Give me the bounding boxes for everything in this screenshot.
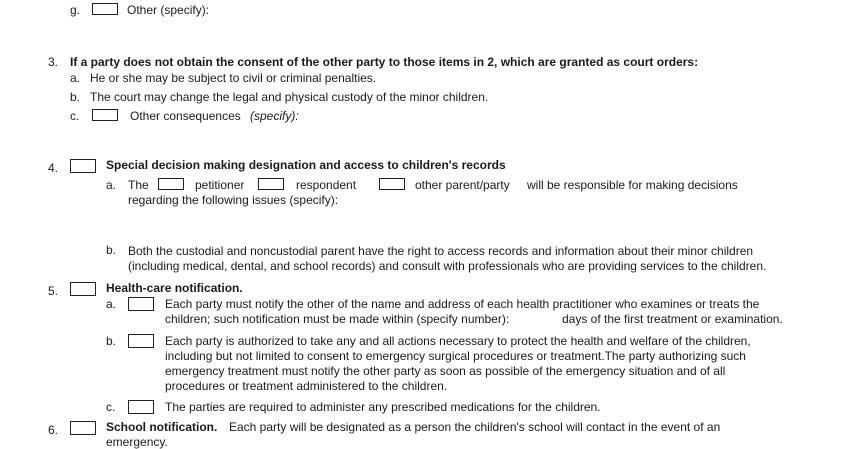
petitioner-label: petitioner — [195, 178, 245, 192]
section-3b-letter: b. — [70, 90, 81, 104]
section-5b-line1: Each party is authorized to take any and all actions necessary to protect the health and welfare of the children, — [165, 334, 751, 348]
section-3c-label: Other consequences — [130, 109, 241, 123]
other-party-checkbox[interactable] — [379, 178, 405, 190]
item-g-letter: g. — [70, 3, 81, 17]
section-5c-text: The parties are required to administer any prescribed medications for the children. — [165, 400, 601, 414]
section-5-heading: Health-care notification. — [106, 281, 243, 295]
special-decision-checkbox[interactable] — [70, 159, 96, 173]
section-4a-letter: a. — [106, 178, 117, 192]
section-4-number: 4. — [48, 161, 59, 175]
section-4-heading: Special decision making designation and access to children's records — [106, 158, 506, 172]
section-4b-line1: Both the custodial and noncustodial parent have the right to access records and information about their minor children — [128, 244, 754, 258]
school-notification-checkbox[interactable] — [70, 421, 96, 435]
section-5a-line2b: days of the first treatment or examination. — [562, 312, 783, 326]
section-5b-line3: emergency treatment must notify the other party as soon as possible of the emergency situation and of all — [165, 364, 726, 378]
other-specify-checkbox[interactable] — [92, 3, 118, 15]
section-5a-letter: a. — [106, 297, 117, 311]
section-4a-line2: regarding the following issues (specify): — [128, 193, 339, 207]
section-5b-line4: procedures or treatment administered to the children. — [165, 379, 448, 393]
section-3a-text: He or she may be subject to civil or criminal penalties. — [90, 71, 377, 85]
section-3b-text: The court may change the legal and physical custody of the minor children. — [90, 90, 489, 104]
section-3c-specify: (specify): — [250, 109, 299, 123]
other-consequences-checkbox[interactable] — [92, 109, 118, 121]
section-5-number: 5. — [48, 284, 59, 298]
petitioner-checkbox[interactable] — [158, 178, 184, 190]
respondent-label: respondent — [296, 178, 357, 192]
section-4a-the: The — [128, 178, 149, 192]
section-5b-letter: b. — [106, 334, 117, 348]
responsible-text: will be responsible for making decisions — [527, 178, 738, 192]
item-g-label: Other (specify): — [127, 3, 210, 17]
section-6-line2: emergency. — [106, 435, 168, 449]
section-3a-letter: a. — [70, 71, 81, 85]
section-3-number: 3. — [48, 55, 59, 69]
respondent-checkbox[interactable] — [258, 178, 284, 190]
section-5c-letter: c. — [106, 400, 116, 414]
section-4b-line2: (including medical, dental, and school records) and consult with professionals who are providing services to the children. — [128, 259, 767, 273]
medications-checkbox[interactable] — [128, 400, 154, 414]
section-5a-line1: Each party must notify the other of the name and address of each health practitioner who examines or treats the — [165, 297, 760, 311]
section-6-heading: School notification. — [106, 420, 218, 434]
section-5b-line2: including but not limited to consent to emergency surgical procedures or treatment.The party authorizing such — [165, 349, 746, 363]
section-6-number: 6. — [48, 423, 59, 437]
health-authorize-checkbox[interactable] — [128, 334, 154, 348]
health-notify-checkbox[interactable] — [128, 297, 154, 311]
section-3-heading: If a party does not obtain the consent of the other party to those items in 2, which are granted as court orders: — [70, 55, 699, 69]
section-4b-letter: b. — [106, 243, 117, 257]
health-care-checkbox[interactable] — [70, 282, 96, 296]
section-6-text: Each party will be designated as a person the children's school will contact in the event of an — [229, 420, 721, 434]
other-party-label: other parent/party — [415, 178, 510, 192]
section-5a-line2a: children; such notification must be made within (specify number): — [165, 312, 510, 326]
section-3c-letter: c. — [70, 109, 80, 123]
